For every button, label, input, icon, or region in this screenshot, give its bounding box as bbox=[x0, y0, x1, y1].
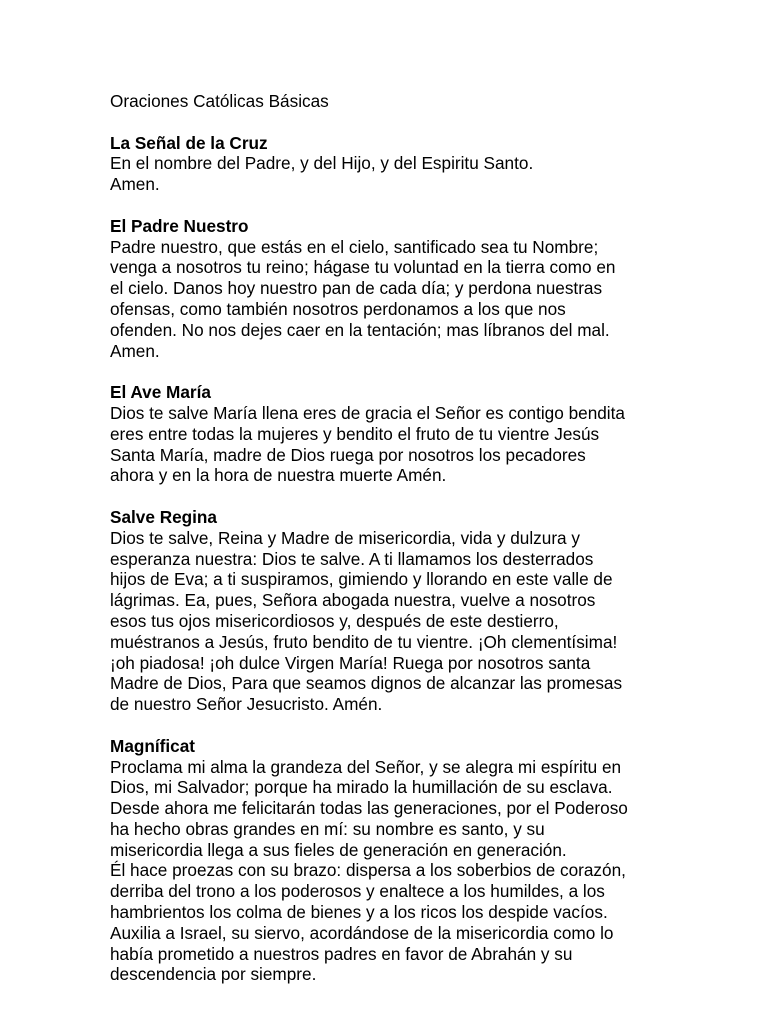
prayer-line: ofensas, como también nosotros perdonamos a los que nos bbox=[110, 298, 566, 319]
prayer-line: hijos de Eva; a ti suspiramos, gimiendo y llorando en este valle de bbox=[110, 569, 613, 590]
document-title: Oraciones Católicas Básicas bbox=[110, 91, 329, 111]
prayer-line: esperanza nuestra: Dios te salve. A ti llamamos los desterrados bbox=[110, 548, 594, 569]
prayer-line: ¡oh piadosa! ¡oh dulce Virgen María! Ruega por nosotros santa bbox=[110, 652, 591, 673]
prayer-magnificat bbox=[110, 736, 688, 986]
prayer-line: ahora y en la hora de nuestra muerte Amén. bbox=[110, 465, 447, 486]
prayer-title: La Señal de la Cruz bbox=[110, 132, 268, 153]
prayer-line: Amen. bbox=[110, 340, 160, 361]
prayer-title: Salve Regina bbox=[110, 506, 217, 527]
prayer-line: ha hecho obras grandes en mí: su nombre es santo, y su bbox=[110, 818, 545, 839]
prayer-line: Padre nuestro, que estás en el cielo, santificado sea tu Nombre; bbox=[110, 236, 599, 257]
prayer-title: El Ave María bbox=[110, 382, 211, 403]
prayer-line: esos tus ojos misericordiosos y, después de este destierro, bbox=[110, 610, 559, 631]
prayer-line: lágrimas. Ea, pues, Señora abogada nuestra, vuelve a nosotros bbox=[110, 590, 596, 611]
prayer-title: Magníficat bbox=[110, 735, 195, 756]
prayer-line: venga a nosotros tu reino; hágase tu voluntad en la tierra como en bbox=[110, 257, 616, 278]
prayer-line: Proclama mi alma la grandeza del Señor, y se alegra mi espíritu en bbox=[110, 756, 622, 777]
prayer-line: Dios te salve María llena eres de gracia el Señor es contigo bendita bbox=[110, 402, 625, 423]
prayer-padre-nuestro bbox=[110, 216, 688, 362]
prayer-line: Desde ahora me felicitarán todas las generaciones, por el Poderoso bbox=[110, 798, 628, 819]
prayer-senal-de-la-cruz bbox=[110, 133, 688, 195]
prayer-line: Dios te salve, Reina y Madre de misericordia, vida y dulzura y bbox=[110, 527, 580, 548]
prayer-line: había prometido a nuestros padres en favor de Abrahán y su bbox=[110, 943, 573, 964]
prayer-ave-maria bbox=[110, 382, 688, 486]
prayer-line: ofenden. No nos dejes caer en la tentación; mas líbranos del mal. bbox=[110, 319, 610, 340]
prayer-line: Madre de Dios, Para que seamos dignos de alcanzar las promesas bbox=[110, 673, 623, 694]
prayer-line: Santa María, madre de Dios ruega por nosotros los pecadores bbox=[110, 444, 586, 465]
prayer-line: En el nombre del Padre, y del Hijo, y del Espiritu Santo. bbox=[110, 153, 534, 174]
prayer-line: Auxilia a Israel, su siervo, acordándose de la misericordia como lo bbox=[110, 922, 614, 943]
prayer-salve-regina bbox=[110, 507, 688, 715]
prayer-line: Dios, mi Salvador; porque ha mirado la humillación de su esclava. bbox=[110, 777, 613, 798]
prayer-line: misericordia llega a sus fieles de generación en generación. bbox=[110, 839, 567, 860]
prayer-line: eres entre todas la mujeres y bendito el fruto de tu vientre Jesús bbox=[110, 423, 600, 444]
prayer-line: descendencia por siempre. bbox=[110, 964, 317, 985]
prayer-line: hambrientos los colma de bienes y a los ricos los despide vacíos. bbox=[110, 902, 608, 923]
prayer-line: Amen. bbox=[110, 174, 160, 195]
prayer-title: El Padre Nuestro bbox=[110, 215, 249, 236]
prayer-line: Él hace proezas con su brazo: dispersa a los soberbios de corazón, bbox=[110, 860, 626, 881]
prayer-line: muéstranos a Jesús, fruto bendito de tu vientre. ¡Oh clementísima! bbox=[110, 631, 618, 652]
prayer-line: de nuestro Señor Jesucristo. Amén. bbox=[110, 694, 383, 715]
prayer-line: derriba del trono a los poderosos y enaltece a los humildes, a los bbox=[110, 881, 605, 902]
prayer-line: el cielo. Danos hoy nuestro pan de cada día; y perdona nuestras bbox=[110, 278, 603, 299]
